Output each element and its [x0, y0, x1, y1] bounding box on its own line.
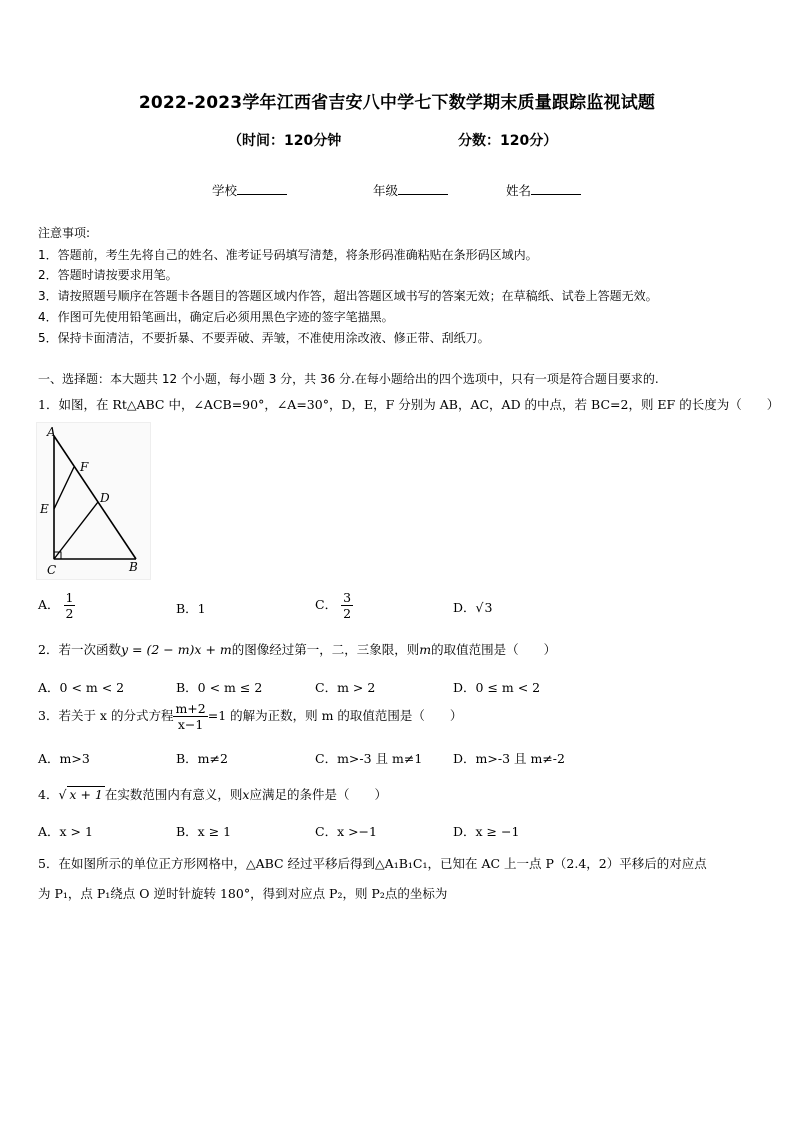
q3-option-c[interactable]: C．m>-3 且 m≠1 [315, 751, 423, 766]
q3-option-a[interactable]: A．m>3 [38, 751, 90, 766]
q4-option-b[interactable]: B．x ≥ 1 [176, 824, 232, 839]
radicand: x + 1 [69, 787, 103, 802]
q1-option-d[interactable] [453, 598, 492, 616]
q1-option-b[interactable]: B．1 [176, 601, 206, 616]
q4-option-a[interactable]: A．x > 1 [38, 824, 93, 839]
q1-triangle-figure [36, 422, 151, 580]
option-label: A． [38, 597, 60, 612]
sqrt-icon: √ [475, 600, 484, 615]
q1-stem: 1．如图，在 Rt△ABC 中，∠ACB=90°，∠A=30°，D，E，F 分别为 AB，AC，AD 的中点，若 BC=2，则 EF 的长度为（ ） [38, 397, 780, 412]
label-F: F [80, 460, 89, 474]
denominator: x−1 [177, 717, 204, 732]
numerator: 1 [65, 590, 74, 605]
exam-time: （时间：120分钟 [228, 133, 342, 149]
fraction [341, 590, 353, 621]
exam-score: 分数：120分） [458, 133, 558, 149]
q1-option-a[interactable] [38, 590, 75, 621]
q4-var: x [242, 787, 250, 802]
q3-option-d[interactable]: D．m>-3 且 m≠-2 [453, 751, 565, 766]
q4-post: 在实数范围内有意义，则 [104, 787, 243, 802]
q2-option-d[interactable]: D．0 ≤ m < 2 [453, 680, 541, 695]
notes-heading: 注意事项: [38, 226, 91, 240]
q4-pre: 4． [38, 787, 59, 802]
q4-stem [38, 785, 387, 803]
grade-label: 年级 [373, 183, 399, 198]
label-C: C [47, 563, 57, 577]
q2-var: m [419, 642, 432, 657]
denominator: 2 [65, 606, 74, 621]
q5-line-1: 5．在如图所示的单位正方形网格中，△ABC 经过平移后得到△A₁B₁C₁，已知在 AC 上一点 P（2.4，2）平移后的对应点 [38, 856, 707, 871]
name-blank[interactable] [531, 182, 581, 195]
q2-option-c[interactable]: C．m > 2 [315, 680, 376, 695]
q2-post2: 的取值范围是（ ） [431, 642, 557, 657]
q3-post: =1 的解为正数，则 m 的取值范围是（ ） [207, 708, 463, 723]
q4-post2: 应满足的条件是（ ） [249, 787, 387, 802]
q2-post: 的图像经过第一，二，三象限，则 [231, 642, 420, 657]
note-item: 5．保持卡面清洁，不要折暴、不要弄破、弄皱，不准使用涂改液、修正带、刮纸刀。 [38, 331, 490, 345]
school-blank[interactable] [237, 182, 287, 195]
note-item: 3．请按照题号顺序在答题卡各题目的答题区域内作答，超出答题区域书写的答案无效；在草稿纸、试卷上答题无效。 [38, 289, 658, 303]
denominator: 2 [343, 606, 352, 621]
option-label: C． [315, 597, 338, 612]
option-label: D． [453, 600, 476, 615]
note-item: 2．答题时请按要求用笔。 [38, 268, 178, 282]
section-heading: 一、选择题：本大题共 12 个小题，每小题 3 分，共 36 分.在每小题给出的四个选项中，只有一项是符合题目要求的. [38, 372, 659, 386]
q1-option-c[interactable] [315, 590, 353, 621]
q2-option-a[interactable]: A．0 < m < 2 [38, 680, 125, 695]
fraction [64, 590, 76, 621]
note-item: 1．答题前，考生先将自己的姓名、准考证号码填写清楚，将条形码准确粘贴在条形码区域内。 [38, 248, 538, 262]
q3-pre: 3．若关于 x 的分式方程 [38, 708, 174, 723]
school-field [212, 181, 287, 199]
q4-option-c[interactable]: C．x >−1 [315, 824, 377, 839]
q2-stem [38, 640, 556, 658]
numerator: 3 [343, 590, 352, 605]
name-label: 姓名 [506, 183, 532, 198]
school-label: 学校 [212, 183, 238, 198]
label-D: D [100, 491, 110, 505]
q2-option-b[interactable]: B．0 < m ≤ 2 [176, 680, 263, 695]
q4-option-d[interactable]: D．x ≥ −1 [453, 824, 520, 839]
label-A: A [47, 425, 56, 439]
name-field [506, 181, 581, 199]
q2-function: y = (2 − m)x + m [120, 642, 232, 657]
grade-blank[interactable] [398, 182, 448, 195]
label-E: E [40, 502, 49, 516]
grade-field [373, 181, 448, 199]
q3-stem [38, 701, 462, 732]
numerator: m+2 [175, 701, 206, 716]
note-item: 4．作图可先使用铅笔画出，确定后必须用黑色字迹的签字笔描黑。 [38, 310, 394, 324]
q2-pre: 2．若一次函数 [38, 642, 121, 657]
q3-option-b[interactable]: B．m≠2 [176, 751, 228, 766]
fraction [173, 701, 207, 732]
page-title: 2022-2023学年江西省吉安八中学七下数学期末质量跟踪监视试题 [138, 93, 656, 113]
radicand: 3 [484, 600, 493, 615]
label-B: B [129, 560, 138, 574]
sqrt-icon: √ [58, 787, 67, 802]
q5-line-2: 为 P₁，点 P₁绕点 O 逆时针旋转 180°，得到对应点 P₂，则 P₂点的坐标为 [38, 886, 448, 901]
